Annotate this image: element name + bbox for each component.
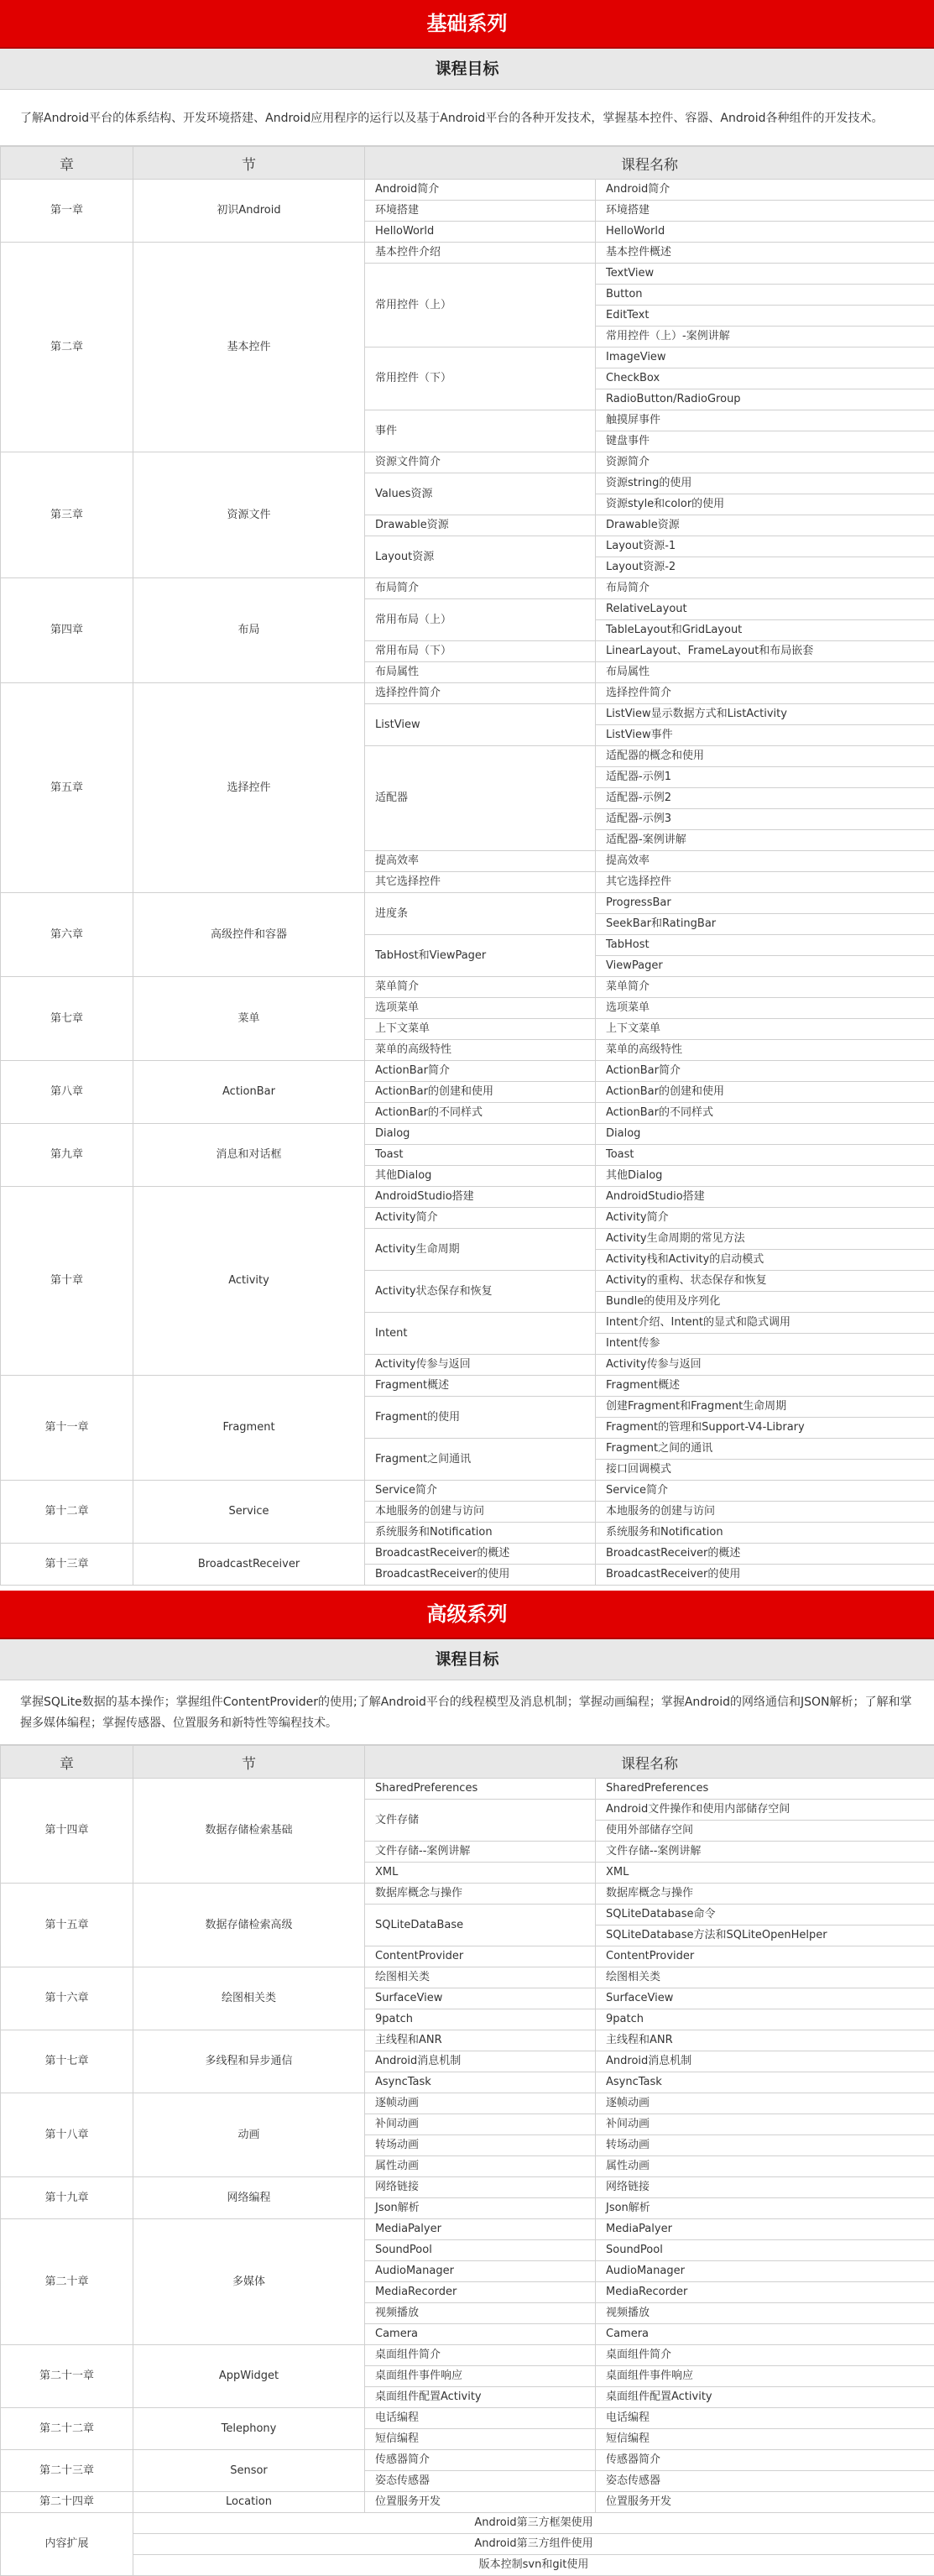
topic-cell: 菜单简介 xyxy=(365,977,596,998)
course-cell: Camera xyxy=(596,2324,934,2345)
table-row xyxy=(1,2093,934,2114)
table-row xyxy=(1,243,934,264)
course-cell: SQLiteDatabase方法和SQLiteOpenHelper xyxy=(596,1925,934,1946)
chapter-cell: 第六章 xyxy=(1,893,133,977)
course-cell: Layout资源-2 xyxy=(596,557,934,578)
course-cell: Activity生命周期的常见方法 xyxy=(596,1229,934,1250)
chapter-cell: 第一章 xyxy=(1,180,133,243)
course-cell: 使用外部储存空间 xyxy=(596,1821,934,1842)
topic-cell: 常用布局（下） xyxy=(365,641,596,662)
section-cell: BroadcastReceiver xyxy=(133,1544,365,1586)
chapter-cell: 第二十一章 xyxy=(1,2345,133,2408)
topic-cell: Toast xyxy=(365,1145,596,1166)
section-cell: Fragment xyxy=(133,1376,365,1481)
topic-cell: 转场动画 xyxy=(365,2135,596,2156)
advanced-course-table xyxy=(0,1745,934,2576)
topic-cell: Fragment之间通讯 xyxy=(365,1439,596,1481)
course-cell: TableLayout和GridLayout xyxy=(596,620,934,641)
course-cell: 桌面组件简介 xyxy=(596,2345,934,2366)
table-row xyxy=(1,683,934,704)
course-cell: 转场动画 xyxy=(596,2135,934,2156)
basic-table-body xyxy=(1,180,934,1586)
topic-cell: Drawable资源 xyxy=(365,515,596,536)
topic-cell: Activity简介 xyxy=(365,1208,596,1229)
course-cell: Drawable资源 xyxy=(596,515,934,536)
topic-cell: Fragment概述 xyxy=(365,1376,596,1397)
topic-cell: Dialog xyxy=(365,1124,596,1145)
course-cell: Android消息机制 xyxy=(596,2051,934,2072)
section-cell: Activity xyxy=(133,1187,365,1376)
topic-cell: 基本控件介绍 xyxy=(365,243,596,264)
section-cell: 基本控件 xyxy=(133,243,365,452)
topic-cell: 选择控件简介 xyxy=(365,683,596,704)
extension-item: Android第三方组件使用 xyxy=(133,2534,934,2555)
chapter-cell: 第十二章 xyxy=(1,1481,133,1544)
chapter-cell: 第二十四章 xyxy=(1,2492,133,2513)
course-cell: ViewPager xyxy=(596,956,934,977)
topic-cell: 资源文件简介 xyxy=(365,452,596,473)
course-cell: ListView显示数据方式和ListActivity xyxy=(596,704,934,725)
course-cell: MediaPalyer xyxy=(596,2219,934,2240)
course-cell: 补间动画 xyxy=(596,2114,934,2135)
course-cell: AsyncTask xyxy=(596,2072,934,2093)
course-cell: 系统服务和Notification xyxy=(596,1523,934,1544)
section-cell: 菜单 xyxy=(133,977,365,1061)
course-cell: Dialog xyxy=(596,1124,934,1145)
chapter-cell: 第八章 xyxy=(1,1061,133,1124)
section-cell: Service xyxy=(133,1481,365,1544)
topic-cell: 文件存储 xyxy=(365,1800,596,1842)
topic-cell: 事件 xyxy=(365,410,596,452)
table-row xyxy=(1,2408,934,2429)
course-cell: Layout资源-1 xyxy=(596,536,934,557)
topic-cell: Android消息机制 xyxy=(365,2051,596,2072)
topic-cell: XML xyxy=(365,1863,596,1884)
section-cell: 多线程和异步通信 xyxy=(133,2030,365,2093)
course-cell: 姿态传感器 xyxy=(596,2471,934,2492)
topic-cell: ContentProvider xyxy=(365,1946,596,1967)
course-cell: Json解析 xyxy=(596,2198,934,2219)
chapter-cell: 第十四章 xyxy=(1,1779,133,1884)
section-cell: AppWidget xyxy=(133,2345,365,2408)
topic-cell: 姿态传感器 xyxy=(365,2471,596,2492)
section-cell: Sensor xyxy=(133,2450,365,2492)
course-cell: 桌面组件事件响应 xyxy=(596,2366,934,2387)
topic-cell: 布局简介 xyxy=(365,578,596,599)
course-cell: 主线程和ANR xyxy=(596,2030,934,2051)
course-cell: 适配器的概念和使用 xyxy=(596,746,934,767)
topic-cell: 选项菜单 xyxy=(365,998,596,1019)
topic-cell: 提高效率 xyxy=(365,851,596,872)
course-cell: 逐帧动画 xyxy=(596,2093,934,2114)
course-cell: ActionBar的不同样式 xyxy=(596,1103,934,1124)
course-cell: 文件存储--案例讲解 xyxy=(596,1842,934,1863)
course-cell: Button xyxy=(596,285,934,306)
course-cell: 适配器-示例3 xyxy=(596,809,934,830)
section-cell: 多媒体 xyxy=(133,2219,365,2345)
basic-goal-text: 了解Android平台的体系结构、开发环境搭建、Android应用程序的运行以及基于Android平台的各种开发技术，掌握基本控件、容器、Android各种组件的开发技术。 xyxy=(0,90,934,146)
header-chapter: 章 xyxy=(1,1746,133,1779)
topic-cell: 传感器简介 xyxy=(365,2450,596,2471)
course-cell: CheckBox xyxy=(596,368,934,389)
course-cell: 接口回调模式 xyxy=(596,1460,934,1481)
course-cell: Bundle的使用及序列化 xyxy=(596,1292,934,1313)
course-cell: 基本控件概述 xyxy=(596,243,934,264)
section-cell: 网络编程 xyxy=(133,2177,365,2219)
course-cell: 适配器-案例讲解 xyxy=(596,830,934,851)
course-cell: ContentProvider xyxy=(596,1946,934,1967)
course-cell: 资源string的使用 xyxy=(596,473,934,494)
course-cell: SoundPool xyxy=(596,2240,934,2261)
course-cell: 上下文菜单 xyxy=(596,1019,934,1040)
topic-cell: 主线程和ANR xyxy=(365,2030,596,2051)
topic-cell: SoundPool xyxy=(365,2240,596,2261)
topic-cell: 属性动画 xyxy=(365,2156,596,2177)
section-cell: 选择控件 xyxy=(133,683,365,893)
course-cell: Activity的重构、状态保存和恢复 xyxy=(596,1271,934,1292)
advanced-series-title: 高级系列 xyxy=(0,1591,934,1639)
chapter-cell: 第十一章 xyxy=(1,1376,133,1481)
course-cell: 资源style和color的使用 xyxy=(596,494,934,515)
table-row xyxy=(1,1481,934,1502)
course-cell: ActionBar简介 xyxy=(596,1061,934,1082)
topic-cell: AndroidStudio搭建 xyxy=(365,1187,596,1208)
basic-course-table xyxy=(0,146,934,1586)
table-row xyxy=(1,452,934,473)
course-cell: 属性动画 xyxy=(596,2156,934,2177)
table-row xyxy=(1,2177,934,2198)
basic-series-title: 基础系列 xyxy=(0,0,934,49)
chapter-cell: 第十六章 xyxy=(1,1967,133,2030)
table-row xyxy=(1,1544,934,1565)
course-cell: 资源简介 xyxy=(596,452,934,473)
topic-cell: 短信编程 xyxy=(365,2429,596,2450)
table-row xyxy=(1,2030,934,2051)
course-cell: BroadcastReceiver的概述 xyxy=(596,1544,934,1565)
course-cell: 其他Dialog xyxy=(596,1166,934,1187)
table-row xyxy=(1,180,934,201)
chapter-cell: 第五章 xyxy=(1,683,133,893)
topic-cell: Layout资源 xyxy=(365,536,596,578)
chapter-cell: 第十八章 xyxy=(1,2093,133,2177)
topic-cell: 网络链接 xyxy=(365,2177,596,2198)
course-cell: Intent传参 xyxy=(596,1334,934,1355)
topic-cell: MediaPalyer xyxy=(365,2219,596,2240)
course-cell: SurfaceView xyxy=(596,1988,934,2009)
topic-cell: TabHost和ViewPager xyxy=(365,935,596,977)
course-cell: Android简介 xyxy=(596,180,934,201)
header-section: 节 xyxy=(133,1746,365,1779)
course-cell: RelativeLayout xyxy=(596,599,934,620)
chapter-cell: 第三章 xyxy=(1,452,133,578)
topic-cell: MediaRecorder xyxy=(365,2282,596,2303)
topic-cell: Fragment的使用 xyxy=(365,1397,596,1439)
chapter-cell: 第十章 xyxy=(1,1187,133,1376)
header-course-name: 课程名称 xyxy=(365,1746,934,1779)
topic-cell: 进度条 xyxy=(365,893,596,935)
course-cell: 传感器简介 xyxy=(596,2450,934,2471)
topic-cell: 视频播放 xyxy=(365,2303,596,2324)
course-cell: 布局简介 xyxy=(596,578,934,599)
topic-cell: SQLiteDataBase xyxy=(365,1905,596,1946)
course-cell: Fragment的管理和Support-V4-Library xyxy=(596,1418,934,1439)
course-cell: 网络链接 xyxy=(596,2177,934,2198)
extension-row xyxy=(1,2534,934,2555)
topic-cell: Service简介 xyxy=(365,1481,596,1502)
course-cell: 菜单简介 xyxy=(596,977,934,998)
section-cell: 动画 xyxy=(133,2093,365,2177)
topic-cell: 桌面组件配置Activity xyxy=(365,2387,596,2408)
topic-cell: AsyncTask xyxy=(365,2072,596,2093)
course-cell: 布局属性 xyxy=(596,662,934,683)
course-cell: RadioButton/RadioGroup xyxy=(596,389,934,410)
table-row xyxy=(1,1967,934,1988)
table-row xyxy=(1,578,934,599)
section-cell: 消息和对话框 xyxy=(133,1124,365,1187)
section-cell: 初识Android xyxy=(133,180,365,243)
table-header-row xyxy=(1,1746,934,1779)
topic-cell: Activity生命周期 xyxy=(365,1229,596,1271)
extension-row xyxy=(1,2555,934,2576)
header-section: 节 xyxy=(133,147,365,180)
topic-cell: SurfaceView xyxy=(365,1988,596,2009)
course-cell: SQLiteDatabase命令 xyxy=(596,1905,934,1925)
table-row xyxy=(1,1061,934,1082)
topic-cell: Activity状态保存和恢复 xyxy=(365,1271,596,1313)
topic-cell: 绘图相关类 xyxy=(365,1967,596,1988)
table-row xyxy=(1,1124,934,1145)
course-cell: ListView事件 xyxy=(596,725,934,746)
table-row xyxy=(1,893,934,914)
topic-cell: Activity传参与返回 xyxy=(365,1355,596,1376)
course-cell: Activity传参与返回 xyxy=(596,1355,934,1376)
topic-cell: 适配器 xyxy=(365,746,596,851)
topic-cell: 环境搭建 xyxy=(365,201,596,222)
course-cell: LinearLayout、FrameLayout和布局嵌套 xyxy=(596,641,934,662)
topic-cell: 位置服务开发 xyxy=(365,2492,596,2513)
course-cell: Fragment概述 xyxy=(596,1376,934,1397)
course-cell: 选项菜单 xyxy=(596,998,934,1019)
course-cell: Activity栈和Activity的启动模式 xyxy=(596,1250,934,1271)
chapter-cell: 第九章 xyxy=(1,1124,133,1187)
extension-item: Android第三方框架使用 xyxy=(133,2513,934,2534)
course-cell: 常用控件（上）-案例讲解 xyxy=(596,327,934,347)
course-cell: 电话编程 xyxy=(596,2408,934,2429)
course-cell: AudioManager xyxy=(596,2261,934,2282)
topic-cell: 其它选择控件 xyxy=(365,872,596,893)
course-cell: 桌面组件配置Activity xyxy=(596,2387,934,2408)
table-row xyxy=(1,2345,934,2366)
course-cell: 短信编程 xyxy=(596,2429,934,2450)
chapter-cell: 第二十二章 xyxy=(1,2408,133,2450)
section-cell: 绘图相关类 xyxy=(133,1967,365,2030)
topic-cell: Json解析 xyxy=(365,2198,596,2219)
extension-label: 内容扩展 xyxy=(1,2513,133,2576)
topic-cell: ActionBar的不同样式 xyxy=(365,1103,596,1124)
course-cell: ImageView xyxy=(596,347,934,368)
course-cell: MediaRecorder xyxy=(596,2282,934,2303)
topic-cell: BroadcastReceiver的概述 xyxy=(365,1544,596,1565)
topic-cell: 逐帧动画 xyxy=(365,2093,596,2114)
course-cell: ProgressBar xyxy=(596,893,934,914)
topic-cell: 常用布局（上） xyxy=(365,599,596,641)
topic-cell: 本地服务的创建与访问 xyxy=(365,1502,596,1523)
topic-cell: 系统服务和Notification xyxy=(365,1523,596,1544)
topic-cell: 其他Dialog xyxy=(365,1166,596,1187)
table-row xyxy=(1,2492,934,2513)
course-cell: TabHost xyxy=(596,935,934,956)
header-course-name: 课程名称 xyxy=(365,147,934,180)
topic-cell: ActionBar的创建和使用 xyxy=(365,1082,596,1103)
course-cell: 适配器-示例1 xyxy=(596,767,934,788)
course-cell: 提高效率 xyxy=(596,851,934,872)
course-cell: 数据库概念与操作 xyxy=(596,1884,934,1905)
topic-cell: 上下文菜单 xyxy=(365,1019,596,1040)
course-cell: Toast xyxy=(596,1145,934,1166)
course-cell: 9patch xyxy=(596,2009,934,2030)
course-cell: 菜单的高级特性 xyxy=(596,1040,934,1061)
course-cell: Service简介 xyxy=(596,1481,934,1502)
course-cell: 键盘事件 xyxy=(596,431,934,452)
table-row xyxy=(1,1187,934,1208)
table-row xyxy=(1,1376,934,1397)
topic-cell: 菜单的高级特性 xyxy=(365,1040,596,1061)
chapter-cell: 第十七章 xyxy=(1,2030,133,2093)
chapter-cell: 第二十三章 xyxy=(1,2450,133,2492)
topic-cell: ListView xyxy=(365,704,596,746)
advanced-goal-text: 掌握SQLite数据的基本操作；掌握组件ContentProvider的使用;了解Android平台的线程模型及消息机制；掌握动画编程；掌握Android的网络通信和JSON解析；了解和掌握多媒体编程；掌握传感器、位置服务和新特性等编程技术。 xyxy=(0,1680,934,1745)
section-cell: 高级控件和容器 xyxy=(133,893,365,977)
topic-cell: AudioManager xyxy=(365,2261,596,2282)
chapter-cell: 第四章 xyxy=(1,578,133,683)
header-chapter: 章 xyxy=(1,147,133,180)
course-cell: Intent介绍、Intent的显式和隐式调用 xyxy=(596,1313,934,1334)
topic-cell: 数据库概念与操作 xyxy=(365,1884,596,1905)
topic-cell: 桌面组件简介 xyxy=(365,2345,596,2366)
topic-cell: 电话编程 xyxy=(365,2408,596,2429)
table-header-row xyxy=(1,147,934,180)
topic-cell: ActionBar简介 xyxy=(365,1061,596,1082)
course-cell: TextView xyxy=(596,264,934,285)
table-row xyxy=(1,977,934,998)
course-cell: 选择控件简介 xyxy=(596,683,934,704)
section-cell: 资源文件 xyxy=(133,452,365,578)
extension-item: 版本控制svn和git使用 xyxy=(133,2555,934,2576)
topic-cell: Android简介 xyxy=(365,180,596,201)
topic-cell: 文件存储--案例讲解 xyxy=(365,1842,596,1863)
topic-cell: 常用控件（上） xyxy=(365,264,596,347)
course-cell: HelloWorld xyxy=(596,222,934,243)
topic-cell: HelloWorld xyxy=(365,222,596,243)
section-cell: 数据存储检索基础 xyxy=(133,1779,365,1884)
course-cell: 本地服务的创建与访问 xyxy=(596,1502,934,1523)
topic-cell: BroadcastReceiver的使用 xyxy=(365,1565,596,1586)
chapter-cell: 第七章 xyxy=(1,977,133,1061)
course-cell: 绘图相关类 xyxy=(596,1967,934,1988)
course-cell: SeekBar和RatingBar xyxy=(596,914,934,935)
extension-row xyxy=(1,2513,934,2534)
advanced-table-body xyxy=(1,1779,934,2576)
chapter-cell: 第十九章 xyxy=(1,2177,133,2219)
section-cell: ActionBar xyxy=(133,1061,365,1124)
course-cell: Fragment之间的通讯 xyxy=(596,1439,934,1460)
table-row xyxy=(1,1779,934,1800)
topic-cell: Camera xyxy=(365,2324,596,2345)
chapter-cell: 第十三章 xyxy=(1,1544,133,1586)
course-cell: XML xyxy=(596,1863,934,1884)
advanced-goal-title: 课程目标 xyxy=(0,1639,934,1680)
course-cell: 环境搭建 xyxy=(596,201,934,222)
section-cell: 布局 xyxy=(133,578,365,683)
topic-cell: 布局属性 xyxy=(365,662,596,683)
course-cell: SharedPreferences xyxy=(596,1779,934,1800)
course-cell: Android文件操作和使用内部储存空间 xyxy=(596,1800,934,1821)
course-cell: 视频播放 xyxy=(596,2303,934,2324)
topic-cell: Values资源 xyxy=(365,473,596,515)
course-cell: 适配器-示例2 xyxy=(596,788,934,809)
course-cell: 触摸屏事件 xyxy=(596,410,934,431)
section-cell: Location xyxy=(133,2492,365,2513)
course-cell: 创建Fragment和Fragment生命周期 xyxy=(596,1397,934,1418)
course-cell: 其它选择控件 xyxy=(596,872,934,893)
chapter-cell: 第十五章 xyxy=(1,1884,133,1967)
topic-cell: 常用控件（下） xyxy=(365,347,596,410)
course-cell: BroadcastReceiver的使用 xyxy=(596,1565,934,1586)
course-cell: EditText xyxy=(596,306,934,327)
table-row xyxy=(1,2219,934,2240)
topic-cell: SharedPreferences xyxy=(365,1779,596,1800)
table-row xyxy=(1,1884,934,1905)
course-cell: Activity简介 xyxy=(596,1208,934,1229)
advanced-section xyxy=(0,1591,934,2576)
topic-cell: 9patch xyxy=(365,2009,596,2030)
table-row xyxy=(1,2450,934,2471)
chapter-cell: 第二十章 xyxy=(1,2219,133,2345)
topic-cell: Intent xyxy=(365,1313,596,1355)
chapter-cell: 第二章 xyxy=(1,243,133,452)
section-cell: 数据存储检索高级 xyxy=(133,1884,365,1967)
course-cell: 位置服务开发 xyxy=(596,2492,934,2513)
topic-cell: 补间动画 xyxy=(365,2114,596,2135)
section-cell: Telephony xyxy=(133,2408,365,2450)
topic-cell: 桌面组件事件响应 xyxy=(365,2366,596,2387)
course-cell: AndroidStudio搭建 xyxy=(596,1187,934,1208)
course-cell: ActionBar的创建和使用 xyxy=(596,1082,934,1103)
basic-goal-title: 课程目标 xyxy=(0,49,934,90)
